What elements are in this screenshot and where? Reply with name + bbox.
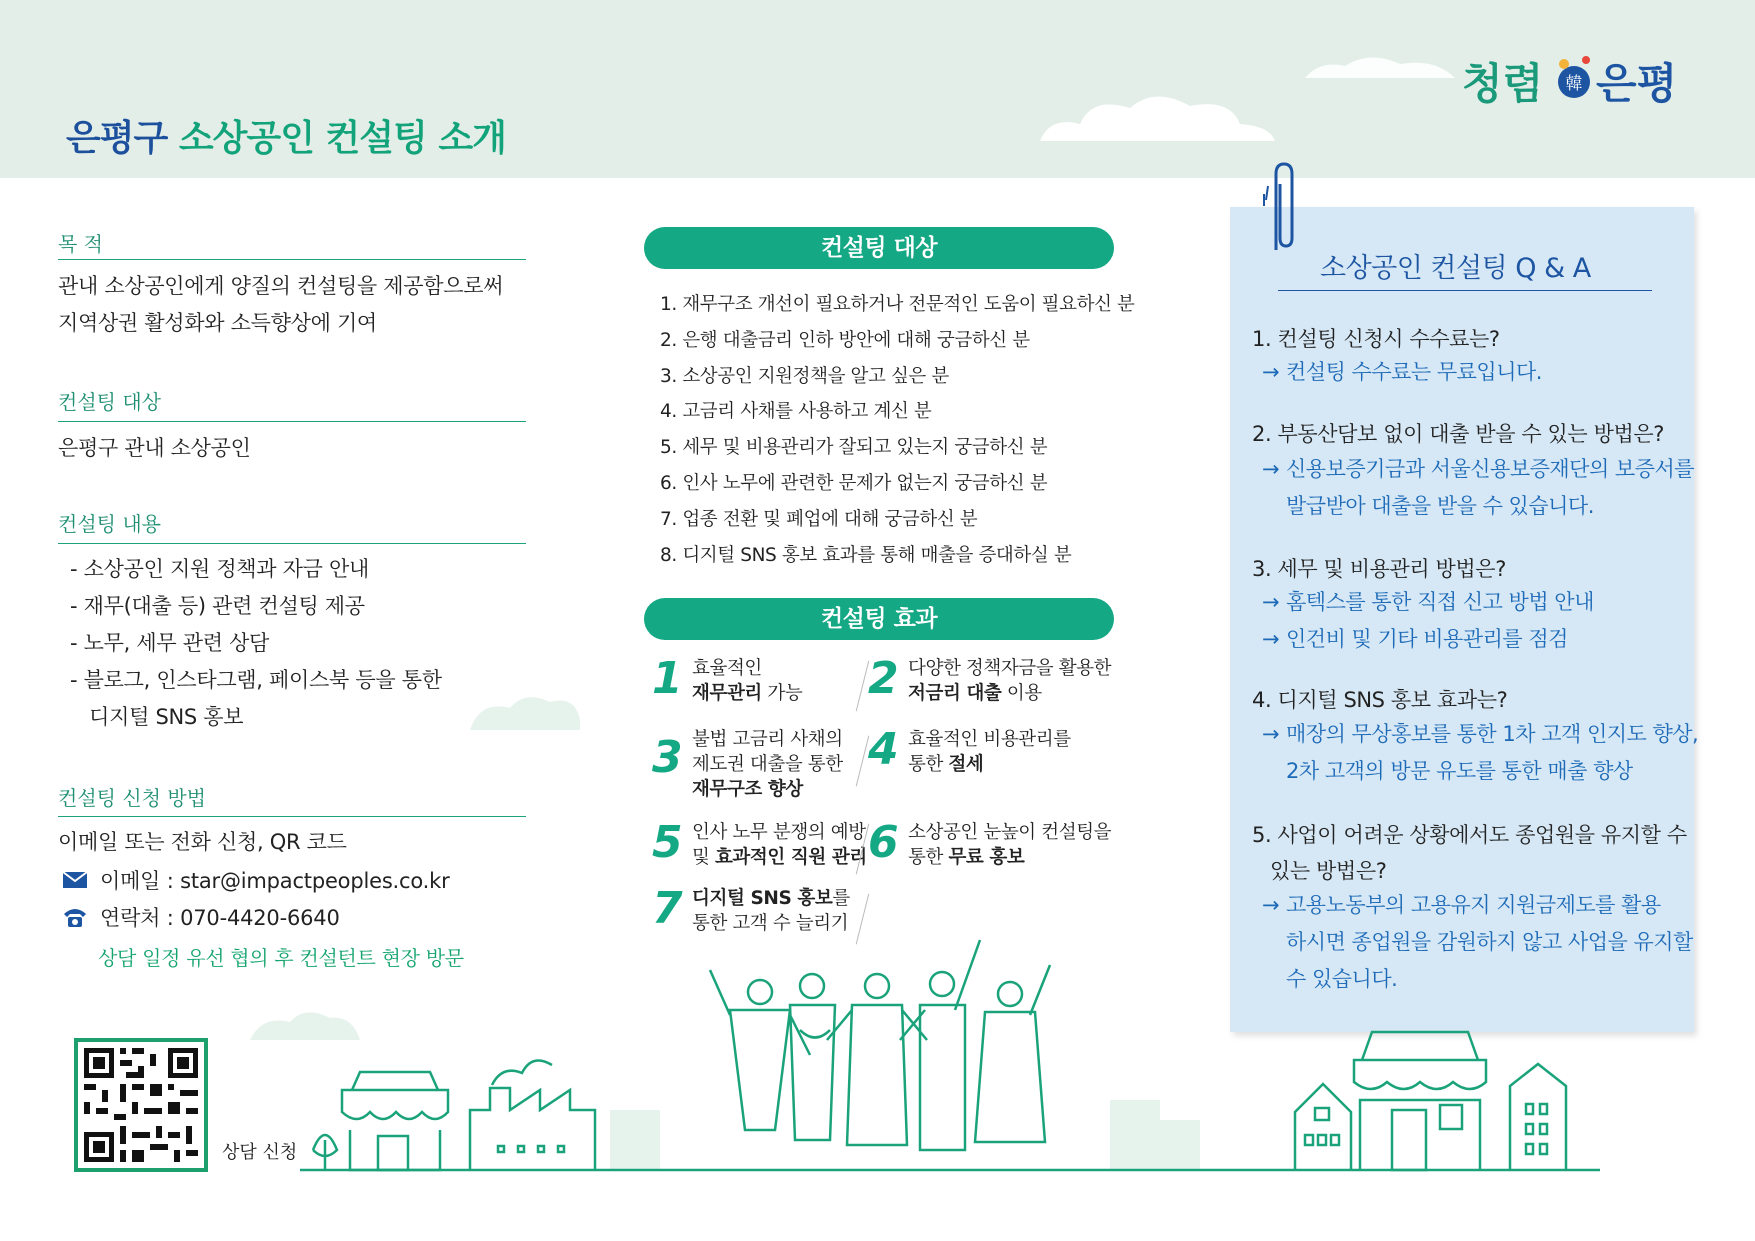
target-label: 컨설팅 대상 bbox=[58, 390, 161, 414]
target-item: 8. 디지털 SNS 홍보 효과를 통해 매출을 증대하실 분 bbox=[660, 544, 1072, 566]
effect-item-2 bbox=[868, 653, 1112, 706]
svg-text:청렴: 청렴 bbox=[1462, 59, 1544, 108]
effect-text: 및 bbox=[692, 847, 715, 868]
effect-number: 2 bbox=[868, 653, 899, 704]
qa-answer-text: 수 있습니다. bbox=[1286, 967, 1398, 991]
content-item: - 소상공인 지원 정책과 자금 안내 bbox=[70, 557, 369, 581]
qa-answer-text: 신용보증기금과 서울신용보증재단의 보증서를 bbox=[1286, 457, 1695, 481]
effect-text: 통한 bbox=[908, 847, 949, 868]
content-item: - 노무, 세무 관련 상담 bbox=[70, 631, 270, 655]
qa-answer-1 bbox=[1262, 354, 1542, 391]
effect-number: 1 bbox=[652, 653, 683, 704]
title-part-district: 은평구 bbox=[66, 118, 168, 159]
qr-code[interactable] bbox=[74, 1038, 208, 1172]
logo-badge: 韓 bbox=[1565, 74, 1583, 94]
qa-answer-text: 매장의 무상홍보를 통한 1차 고객 인지도 향상, bbox=[1286, 722, 1699, 746]
qa-answer-text: 홈텍스를 통한 직접 신고 방법 안내 bbox=[1286, 590, 1594, 614]
content-list bbox=[70, 551, 442, 736]
paperclip-icon bbox=[1262, 160, 1302, 260]
content-item: 디지털 SNS 홍보 bbox=[70, 705, 244, 729]
effect-text: 소상공인 눈높이 컨설팅을 bbox=[908, 822, 1112, 843]
cloud-decoration bbox=[1030, 86, 1280, 146]
email-row bbox=[62, 865, 450, 895]
qa-answer-text: 컨설팅 수수료는 무료입니다. bbox=[1286, 360, 1542, 384]
effect-number: 4 bbox=[868, 724, 899, 775]
effect-text: 다양한 정책자금을 활용한 bbox=[908, 658, 1112, 679]
targets-list bbox=[660, 287, 1135, 573]
envelope-icon bbox=[62, 869, 88, 891]
target-item: 6. 인사 노무에 관련한 문제가 없는지 궁금하신 분 bbox=[660, 472, 1048, 494]
workers-group-icon bbox=[710, 940, 1050, 1150]
content-label: 컨설팅 내용 bbox=[58, 512, 161, 536]
effect-text-bold: 절세 bbox=[948, 754, 984, 775]
effect-text: 효율적인 비용관리를 bbox=[908, 729, 1071, 750]
qa-question-5-cont: 있는 방법은? bbox=[1270, 859, 1387, 883]
qa-answer-5 bbox=[1262, 887, 1693, 998]
effect-item-3 bbox=[652, 727, 843, 802]
effect-text: 통한 고객 수 늘리기 bbox=[692, 913, 849, 934]
qa-answer-text: 발급받아 대출을 받을 수 있습니다. bbox=[1286, 494, 1594, 518]
qa-answer-text: 하시면 종업원을 감원하지 않고 사업을 유지할 bbox=[1286, 930, 1693, 954]
target-item: 4. 고금리 사채를 사용하고 계신 분 bbox=[660, 401, 932, 423]
qa-question-3: 3. 세무 및 비용관리 방법은? bbox=[1252, 557, 1506, 581]
effect-item-5 bbox=[652, 817, 867, 870]
effect-number: 6 bbox=[868, 817, 899, 868]
effect-text: 통한 bbox=[908, 754, 949, 775]
purpose-line-2: 지역상권 활성화와 소득향상에 기여 bbox=[58, 311, 377, 335]
effect-text: 를 bbox=[832, 888, 850, 909]
effects-header: 컨설팅 효과 bbox=[644, 598, 1114, 640]
qa-title: 소상공인 컨설팅 Q & A bbox=[1320, 253, 1591, 284]
content-item: - 재무(대출 등) 관련 컨설팅 제공 bbox=[70, 594, 365, 618]
target-item: 1. 재무구조 개선이 필요하거나 전문적인 도움이 필요하신 분 bbox=[660, 294, 1135, 315]
purpose-rule bbox=[58, 259, 526, 260]
effect-number: 5 bbox=[652, 817, 683, 868]
qa-question-5: 5. 사업이 어려운 상황에서도 종업원을 유지할 수 bbox=[1252, 823, 1687, 847]
qa-question-2: 2. 부동산담보 없이 대출 받을 수 있는 방법은? bbox=[1252, 422, 1664, 446]
qa-answer-text: 고용노동부의 고용유지 지원금제도를 활용 bbox=[1286, 893, 1661, 917]
effect-item-6 bbox=[868, 817, 1112, 870]
effect-text: 효율적인 bbox=[692, 658, 762, 679]
qa-title-rule bbox=[1278, 290, 1652, 291]
effect-number: 3 bbox=[652, 732, 683, 783]
effect-text: 가능 bbox=[761, 683, 803, 704]
effect-item-1 bbox=[652, 653, 803, 706]
effect-text: 인사 노무 분쟁의 예방 bbox=[692, 822, 866, 843]
arrow-icon: → bbox=[1262, 590, 1280, 614]
telephone-icon bbox=[62, 906, 88, 928]
district-logo bbox=[1462, 46, 1692, 116]
arrow-icon: → bbox=[1262, 722, 1280, 746]
qa-answer-text: 2차 고객의 방문 유도를 통한 매출 향상 bbox=[1286, 759, 1633, 783]
arrow-icon: → bbox=[1262, 457, 1280, 481]
factory-icon bbox=[470, 1061, 595, 1171]
title-part-main: 소상공인 컨설팅 소개 bbox=[178, 118, 506, 159]
effect-text: 제도권 대출을 통한 bbox=[692, 754, 843, 775]
apply-text: 이메일 또는 전화 신청, QR 코드 bbox=[58, 830, 347, 854]
town-buildings-icon bbox=[1295, 1032, 1566, 1170]
target-item: 5. 세무 및 비용관리가 잘되고 있는지 궁금하신 분 bbox=[660, 437, 1048, 459]
effect-text-bold: 재무구조 향상 bbox=[692, 779, 803, 800]
effect-text-bold: 무료 홍보 bbox=[948, 847, 1025, 868]
purpose-label: 목 적 bbox=[58, 232, 103, 256]
arrow-icon: → bbox=[1262, 627, 1280, 651]
effect-item-7 bbox=[652, 883, 850, 936]
phone-text[interactable]: 연락처 : 070-4420-6640 bbox=[100, 906, 340, 930]
effect-divider bbox=[856, 894, 870, 945]
apply-label: 컨설팅 신청 방법 bbox=[58, 786, 206, 810]
shop-icon bbox=[313, 1072, 448, 1170]
target-item: 2. 은행 대출금리 인하 방안에 대해 궁금하신 분 bbox=[660, 329, 1030, 351]
target-item: 7. 업종 전환 및 폐업에 대해 궁금하신 분 bbox=[660, 508, 978, 530]
effect-number: 7 bbox=[652, 883, 683, 934]
target-rule bbox=[58, 421, 526, 422]
page-title bbox=[66, 110, 506, 161]
qa-answer-2 bbox=[1262, 451, 1694, 525]
email-text[interactable]: 이메일 : star@impactpeoples.co.kr bbox=[100, 869, 450, 893]
effect-text-bold: 디지털 SNS 홍보 bbox=[692, 888, 833, 909]
qa-answer-4 bbox=[1262, 716, 1698, 790]
target-item: 3. 소상공인 지원정책을 알고 싶은 분 bbox=[660, 365, 949, 387]
effect-item-4 bbox=[868, 724, 1071, 777]
apply-rule bbox=[58, 816, 526, 817]
phone-row bbox=[62, 902, 340, 932]
qa-answer-text: 인건비 및 기타 비용관리를 점검 bbox=[1286, 627, 1568, 651]
cloud-decoration bbox=[1300, 50, 1460, 80]
content-rule bbox=[58, 543, 526, 544]
effect-text: 이용 bbox=[1001, 683, 1042, 704]
arrow-icon: → bbox=[1262, 360, 1280, 384]
qr-label: 상담 신청 bbox=[222, 1142, 298, 1163]
effect-text-bold: 재무관리 bbox=[692, 683, 762, 704]
effect-text-bold: 저금리 대출 bbox=[908, 683, 1002, 704]
targets-header: 컨설팅 대상 bbox=[644, 227, 1114, 269]
purpose-line-1: 관내 소상공인에게 양질의 컨설팅을 제공함으로써 bbox=[58, 274, 504, 298]
qr-code-pattern bbox=[78, 1042, 204, 1168]
effect-text-bold: 효과적인 직원 관리 bbox=[714, 847, 867, 868]
qa-answer-3 bbox=[1262, 584, 1594, 658]
visit-note: 상담 일정 유선 협의 후 컨설턴트 현장 방문 bbox=[98, 946, 464, 970]
arrow-icon: → bbox=[1262, 893, 1280, 917]
qa-question-1: 1. 컨설팅 신청시 수수료는? bbox=[1252, 327, 1500, 351]
svg-text:은평: 은평 bbox=[1596, 59, 1678, 108]
target-text: 은평구 관내 소상공인 bbox=[58, 436, 251, 460]
effect-text: 불법 고금리 사채의 bbox=[692, 729, 843, 750]
content-item: - 블로그, 인스타그램, 페이스북 등을 통한 bbox=[70, 668, 442, 692]
qa-question-4: 4. 디지털 SNS 홍보 효과는? bbox=[1252, 688, 1508, 712]
